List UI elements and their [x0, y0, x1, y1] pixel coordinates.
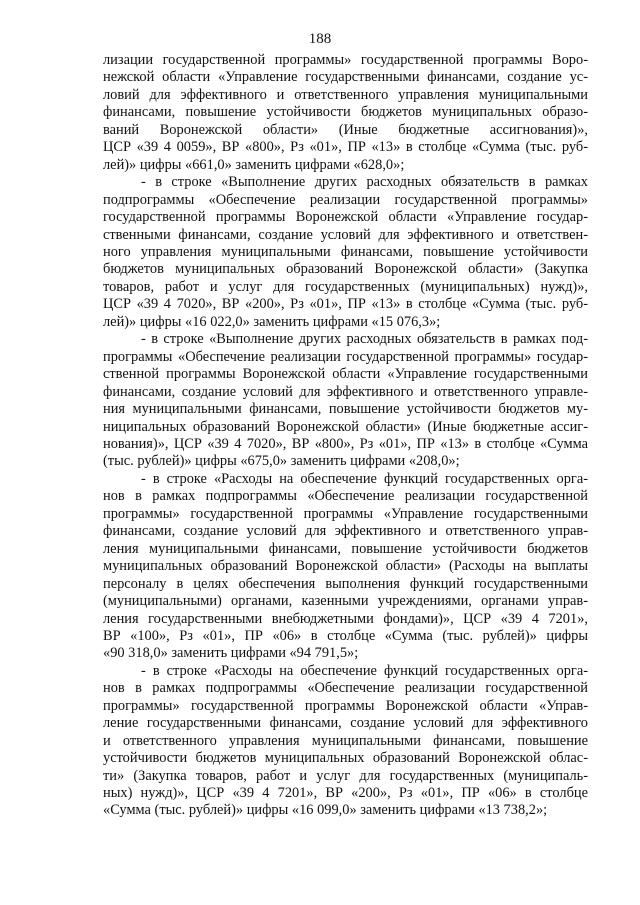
text-line: нов в рамках подпрограммы «Обеспечение реализации государственной: [103, 488, 588, 505]
text-line: финансами, повышение устойчивости бюджетов муниципальных образо-: [103, 104, 588, 121]
text-line: программы «Обеспечение реализации государственной программы» государ-: [103, 348, 588, 365]
text-line: ти» (Закупка товаров, работ и услуг для государственных (муниципаль-: [103, 767, 588, 784]
text-line: ственными финансами, создание условий для эффективного и ответствен-: [103, 226, 588, 243]
text-line: ВР «100», Рз «01», ПР «06» в столбце «Сумма (тыс. рублей)» цифры: [103, 627, 588, 644]
text-line: программы» государственной программы Воронежской области «Управ-: [103, 697, 588, 714]
text-line: ловий для эффективного и ответственного управления муниципальными: [103, 86, 588, 103]
text-line: ния муниципальными финансами, повышение устойчивости бюджетов му-: [103, 401, 588, 418]
text-line: нования)», ЦСР «39 4 7020», ВР «800», Рз «01», ПР «13» в столбце «Сумма: [103, 435, 588, 452]
text-line: нежской области «Управление государственными финансами, создание ус-: [103, 69, 588, 86]
text-line: финансами, создание условий для эффективного и ответственного управ-: [103, 523, 588, 540]
text-line: (тыс. рублей)» цифры «675,0» заменить цифрами «208,0»;: [103, 453, 460, 470]
text-line: программы» государственной программы «Управление государственными: [103, 505, 588, 522]
text-line: лей)» цифры «16 022,0» заменить цифрами «15 076,3»;: [103, 313, 441, 330]
text-line: ниципальных образований Воронежской области» (Иные бюджетные ассиг-: [103, 418, 588, 435]
text-line: «90 318,0» заменить цифрами «94 791,5»;: [103, 645, 359, 662]
document-body: [103, 52, 588, 820]
text-line: «Сумма (тыс. рублей)» цифры «16 099,0» заменить цифрами «13 738,2»;: [103, 802, 548, 819]
paragraph: [103, 331, 588, 471]
text-line: муниципальных образований Воронежской области» (Расходы на выплаты: [103, 558, 588, 575]
text-line: и ответственного управления муниципальными финансами, повышение: [103, 732, 588, 749]
text-line: государственной программы Воронежской области «Управление государ-: [103, 209, 588, 226]
text-line: лизации государственной программы» государственной программы Воро-: [103, 52, 588, 68]
text-line: ЦСР «39 4 0059», ВР «800», Рз «01», ПР «13» в столбце «Сумма (тыс. руб-: [103, 139, 588, 156]
text-line: ных) нужд)», ЦСР «39 4 7201», ВР «200», Рз «01», ПР «06» в столбце: [103, 785, 588, 802]
text-line: - в строке «Расходы на обеспечение функций государственных орга-: [141, 662, 588, 679]
page-number: 188: [308, 31, 332, 47]
text-line: (муниципальными) органами, казенными учреждениями, органами управ-: [103, 593, 588, 610]
text-line: товаров, работ и услуг для государственных (муниципальных) нужд)»,: [103, 278, 588, 295]
text-line: подпрограммы «Обеспечение реализации государственной программы»: [103, 191, 588, 208]
text-line: ЦСР «39 4 7020», ВР «200», Рз «01», ПР «13» в столбце «Сумма (тыс. руб-: [103, 296, 588, 313]
paragraph: [103, 174, 588, 331]
text-line: ления муниципальными финансами, повышение устойчивости бюджетов: [103, 540, 588, 557]
text-line: - в строке «Расходы на обеспечение функций государственных орга-: [141, 470, 588, 487]
text-line: - в строке «Выполнение других расходных обязательств в рамках под-: [141, 331, 588, 348]
paragraph: [103, 471, 588, 663]
text-line: ления государственными внебюджетными фондами)», ЦСР «39 4 7201»,: [103, 610, 588, 627]
text-line: ваний Воронежской области» (Иные бюджетные ассигнования)»,: [103, 121, 588, 138]
text-line: финансами, создание условий для эффективного и ответственного управле-: [103, 383, 588, 400]
text-line: бюджетов муниципальных образований Воронежской области» (Закупка: [103, 261, 588, 278]
text-line: ного управления муниципальными финансами, повышение устойчивости: [103, 243, 588, 260]
text-line: - в строке «Выполнение других расходных обязательств в рамках: [141, 174, 588, 191]
text-line: ственной программы Воронежской области «Управление государственными: [103, 366, 588, 383]
text-line: лей)» цифры «661,0» заменить цифрами «628,0»;: [103, 156, 405, 173]
text-line: ление государственными финансами, создание условий для эффективного: [103, 715, 588, 732]
paragraph: [103, 663, 588, 820]
text-line: персоналу в целях обеспечения выполнения функций государственными: [103, 575, 588, 592]
paragraph: [103, 52, 588, 174]
text-line: нов в рамках подпрограммы «Обеспечение реализации государственной: [103, 680, 588, 697]
text-line: устойчивости бюджетов муниципальных образований Воронежской облас-: [103, 750, 588, 767]
